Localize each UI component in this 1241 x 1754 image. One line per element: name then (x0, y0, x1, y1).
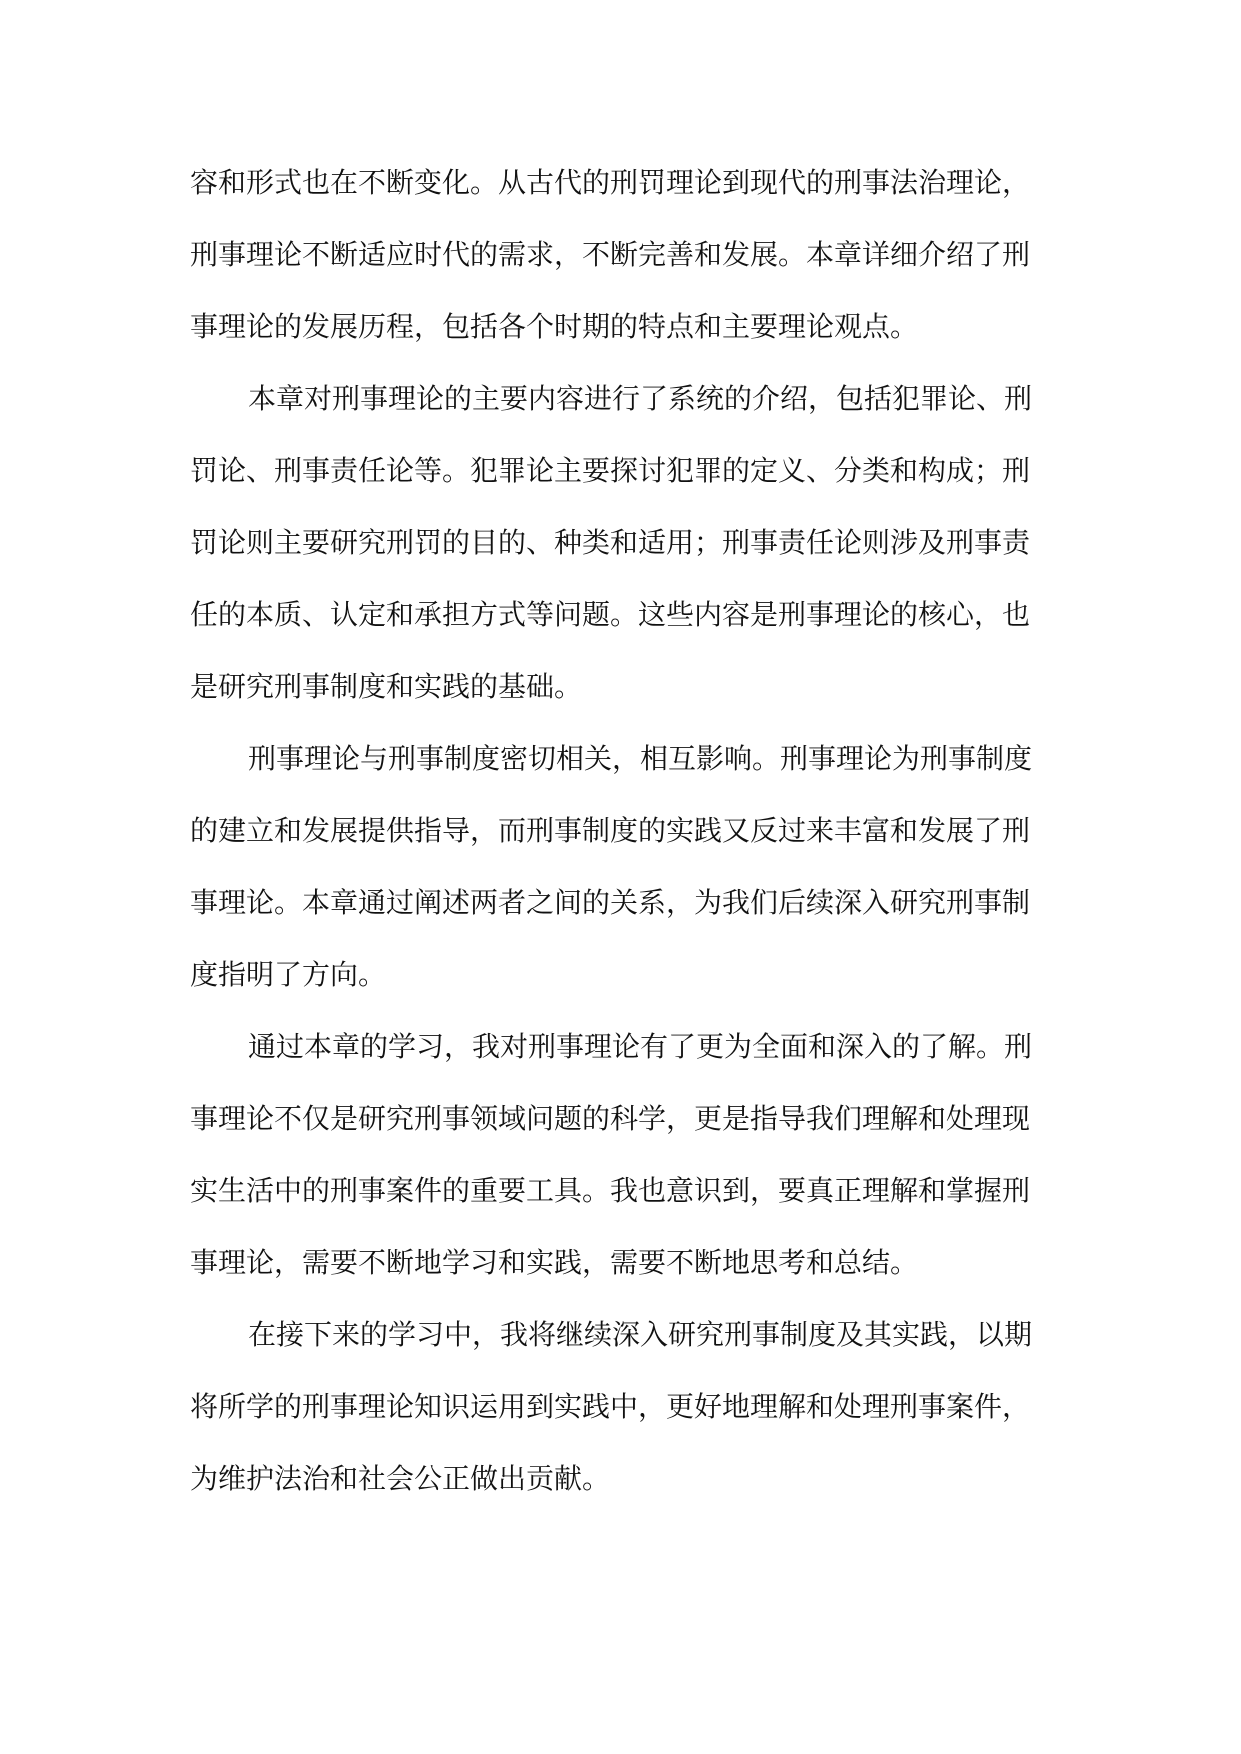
text-line: 在接下来的学习中，我将继续深入研究刑事制度及其实践，以期 (248, 1318, 1033, 1351)
text-line: 事理论不仅是研究刑事领域问题的科学，更是指导我们理解和处理现 (190, 1102, 1031, 1135)
text-line: 本章对刑事理论的主要内容进行了系统的介绍，包括犯罪论、刑 (248, 382, 1033, 415)
body-text (190, 147, 1070, 1515)
text-line: 事理论的发展历程，包括各个时期的特点和主要理论观点。 (190, 310, 919, 343)
paragraph-3 (190, 723, 1070, 1011)
text-line: 容和形式也在不断变化。从古代的刑罚理论到现代的刑事法治理论， (190, 166, 1031, 199)
paragraph-1 (190, 147, 1070, 363)
text-line: 通过本章的学习，我对刑事理论有了更为全面和深入的了解。刑 (248, 1030, 1033, 1063)
text-line: 为维护法治和社会公正做出贡献。 (190, 1462, 611, 1495)
paragraph-2 (190, 363, 1070, 723)
paragraph-4 (190, 1011, 1070, 1299)
text-line: 度指明了方向。 (190, 958, 387, 991)
paragraph-5 (190, 1299, 1070, 1515)
text-line: 刑事理论不断适应时代的需求，不断完善和发展。本章详细介绍了刑 (190, 238, 1031, 271)
text-line: 事理论，需要不断地学习和实践，需要不断地思考和总结。 (190, 1246, 919, 1279)
text-line: 实生活中的刑事案件的重要工具。我也意识到，要真正理解和掌握刑 (190, 1174, 1031, 1207)
text-line: 刑事理论与刑事制度密切相关，相互影响。刑事理论为刑事制度 (248, 742, 1033, 775)
text-line: 的建立和发展提供指导，而刑事制度的实践又反过来丰富和发展了刑 (190, 814, 1031, 847)
text-line: 罚论则主要研究刑罚的目的、种类和适用；刑事责任论则涉及刑事责 (190, 526, 1031, 559)
text-line: 任的本质、认定和承担方式等问题。这些内容是刑事理论的核心，也 (190, 598, 1031, 631)
text-line: 事理论。本章通过阐述两者之间的关系，为我们后续深入研究刑事制 (190, 886, 1031, 919)
text-line: 罚论、刑事责任论等。犯罪论主要探讨犯罪的定义、分类和构成；刑 (190, 454, 1031, 487)
text-line: 是研究刑事制度和实践的基础。 (190, 670, 583, 703)
text-line: 将所学的刑事理论知识运用到实践中，更好地理解和处理刑事案件， (190, 1390, 1031, 1423)
